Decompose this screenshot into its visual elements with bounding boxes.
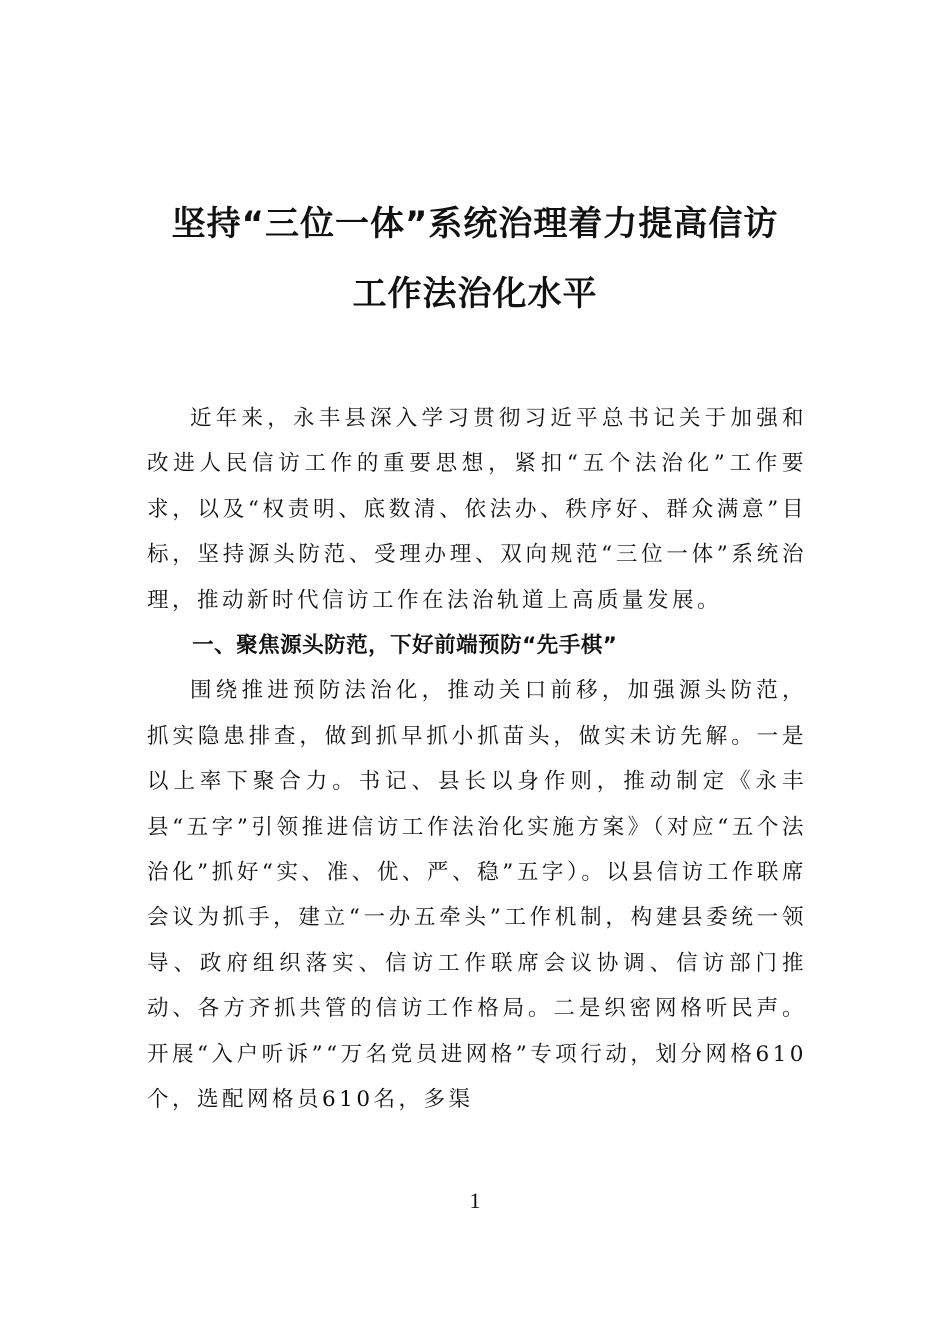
- page-number: 1: [469, 1188, 481, 1213]
- document-title-line-1: 坚持“三位一体”系统治理着力提高信访: [171, 204, 779, 244]
- intro-paragraph: 近年来，永丰县深入学习贯彻习近平总书记关于加强和改进人民信访工作的重要思想，紧扣“五个法治化”工作要求，以及“权责明、底数清、依法办、秩序好、群众满意”目标，坚持源头防范、受理办理、双向规范“三位一体”系统治理，推动新时代信访工作在法治轨道上高质量发展。: [147, 406, 807, 613]
- document-body: [147, 396, 807, 1123]
- section-1-heading: 一、聚焦源头防范，下好前端预防“先手棋”: [192, 633, 618, 659]
- document-title-line-2: 工作法治化水平: [352, 274, 598, 314]
- section-1-paragraph: 围绕推进预防法治化，推动关口前移，加强源头防范，抓实隐患排查，做到抓早抓小抓苗头，做实未访先解。一是以上率下聚合力。书记、县长以身作则，推动制定《永丰县“五字”引领推进信访工作法治化实施方案》（对应“五个法治化”抓好“实、准、优、严、稳”五字）。以县信访工作联席会议为抓手，建立“一办五牵头”工作机制，构建县委统一领导、政府组织落实、信访工作联席会议协调、信访部门推动、各方齐抓共管的信访工作格局。二是织密网格听民声。开展“入户听诉”“万名党员进网格”专项行动，划分网格610个，选配网格员610名，多渠: [147, 678, 807, 1113]
